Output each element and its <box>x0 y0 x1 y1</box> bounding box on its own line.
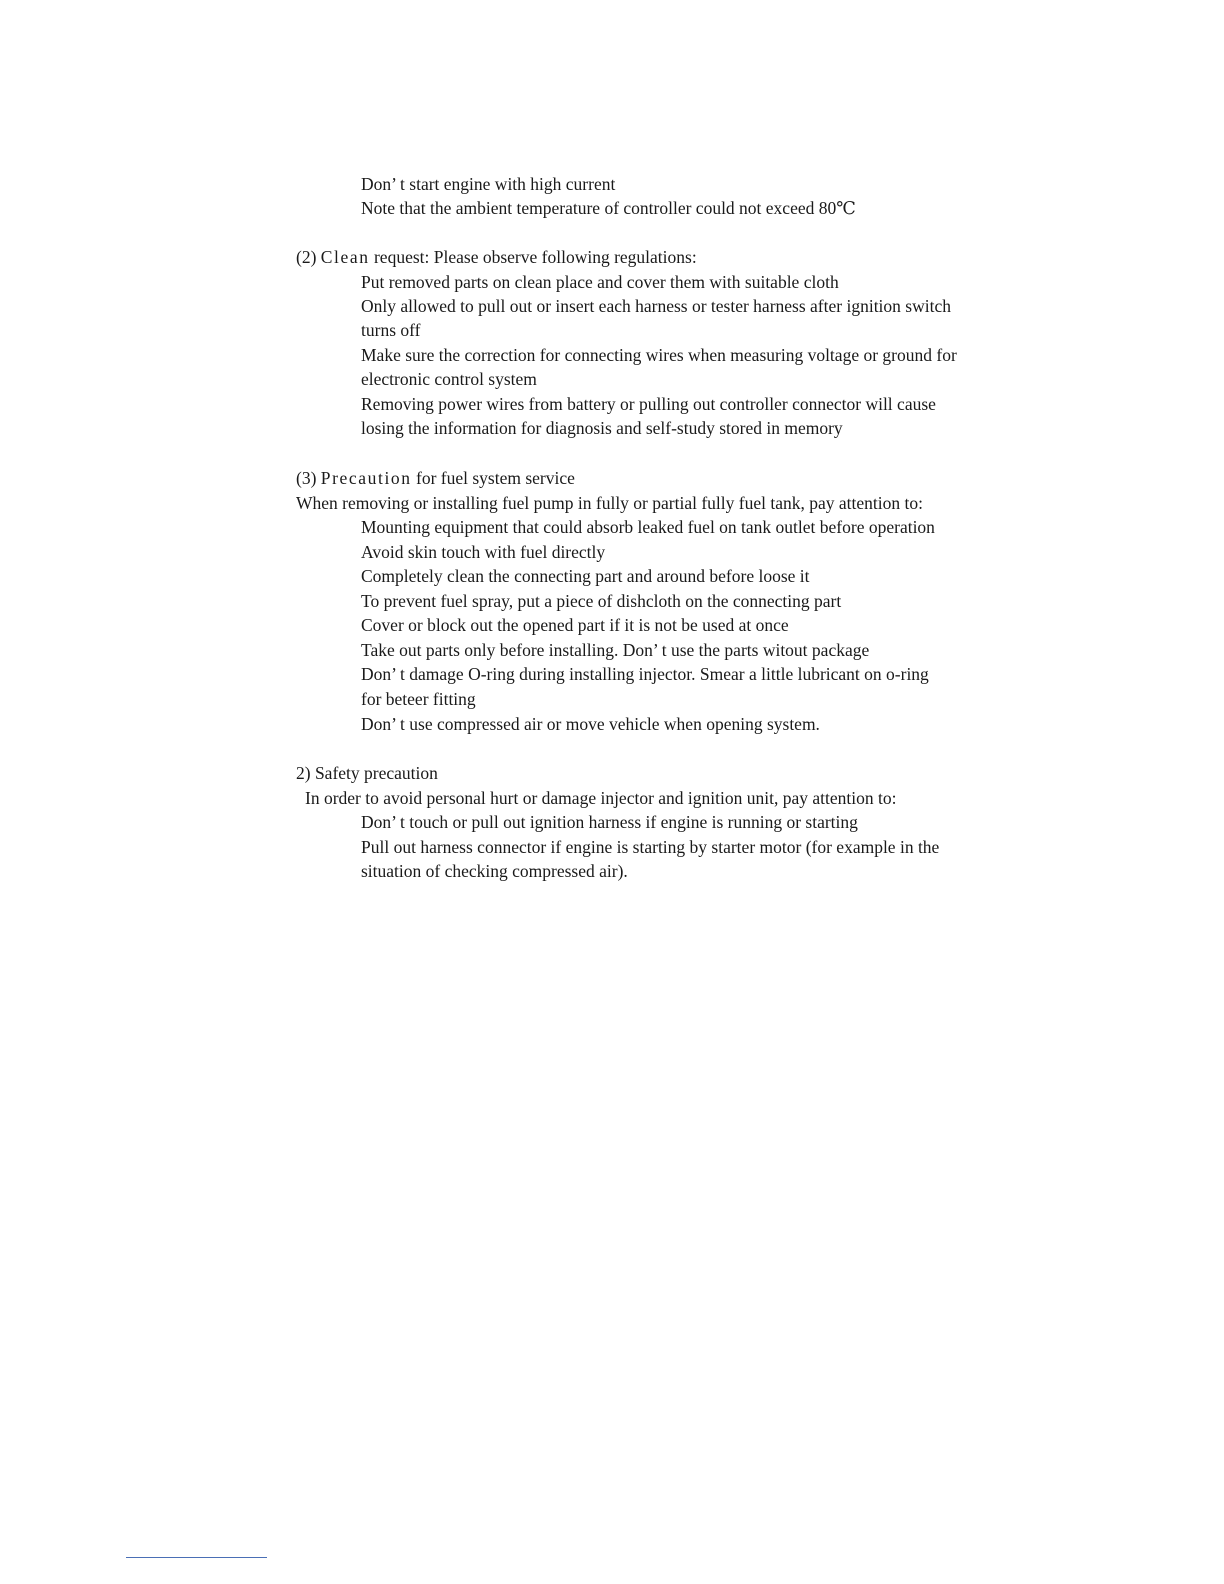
list-item: Don’ t damage O-ring during installing injector. Smear a little lubricant on o-ring <box>361 664 929 684</box>
list-item: Only allowed to pull out or insert each harness or tester harness after ignition switch <box>361 296 951 316</box>
list-item: Removing power wires from battery or pulling out controller connector will cause <box>361 394 936 414</box>
section-heading: 2) Safety precaution <box>296 763 438 783</box>
section-heading-text: request: Please observe following regulations: <box>369 247 697 267</box>
list-item: Pull out harness connector if engine is starting by starter motor (for example in the <box>361 837 940 857</box>
list-item: situation of checking compressed air). <box>361 861 628 881</box>
list-item: Take out parts only before installing. Don’ t use the parts witout package <box>361 640 870 660</box>
text-line: Don’ t start engine with high current <box>361 174 616 194</box>
list-item: Mounting equipment that could absorb leaked fuel on tank outlet before operation <box>361 517 935 537</box>
footnote-divider <box>126 1557 267 1558</box>
list-item: Put removed parts on clean place and cover them with suitable cloth <box>361 272 839 292</box>
list-item: Don’ t touch or pull out ignition harness if engine is running or starting <box>361 812 858 832</box>
list-item: To prevent fuel spray, put a piece of dishcloth on the connecting part <box>361 591 842 611</box>
list-item: losing the information for diagnosis and self-study stored in memory <box>361 418 843 438</box>
section-heading <box>296 245 697 269</box>
list-item: Avoid skin touch with fuel directly <box>361 542 606 562</box>
list-item: Don’ t use compressed air or move vehicle when opening system. <box>361 714 820 734</box>
list-item: Completely clean the connecting part and around before loose it <box>361 566 810 586</box>
section-keyword: Clean <box>320 247 370 267</box>
list-item: electronic control system <box>361 369 537 389</box>
list-item: turns off <box>361 320 421 340</box>
section-intro: In order to avoid personal hurt or damage injector and ignition unit, pay attention to: <box>305 788 897 808</box>
section-number: (2) <box>296 247 317 267</box>
section-number: (3) <box>296 468 317 488</box>
section-heading <box>296 466 575 490</box>
text-line: Note that the ambient temperature of controller could not exceed 80℃ <box>361 198 856 218</box>
list-item: for beteer fitting <box>361 689 476 709</box>
list-item: Make sure the correction for connecting wires when measuring voltage or ground for <box>361 345 957 365</box>
section-heading-text: for fuel system service <box>411 468 575 488</box>
list-item: Cover or block out the opened part if it is not be used at once <box>361 615 789 635</box>
section-intro: When removing or installing fuel pump in fully or partial fully fuel tank, pay attention to: <box>296 493 923 513</box>
section-keyword: Precaution <box>320 468 412 488</box>
